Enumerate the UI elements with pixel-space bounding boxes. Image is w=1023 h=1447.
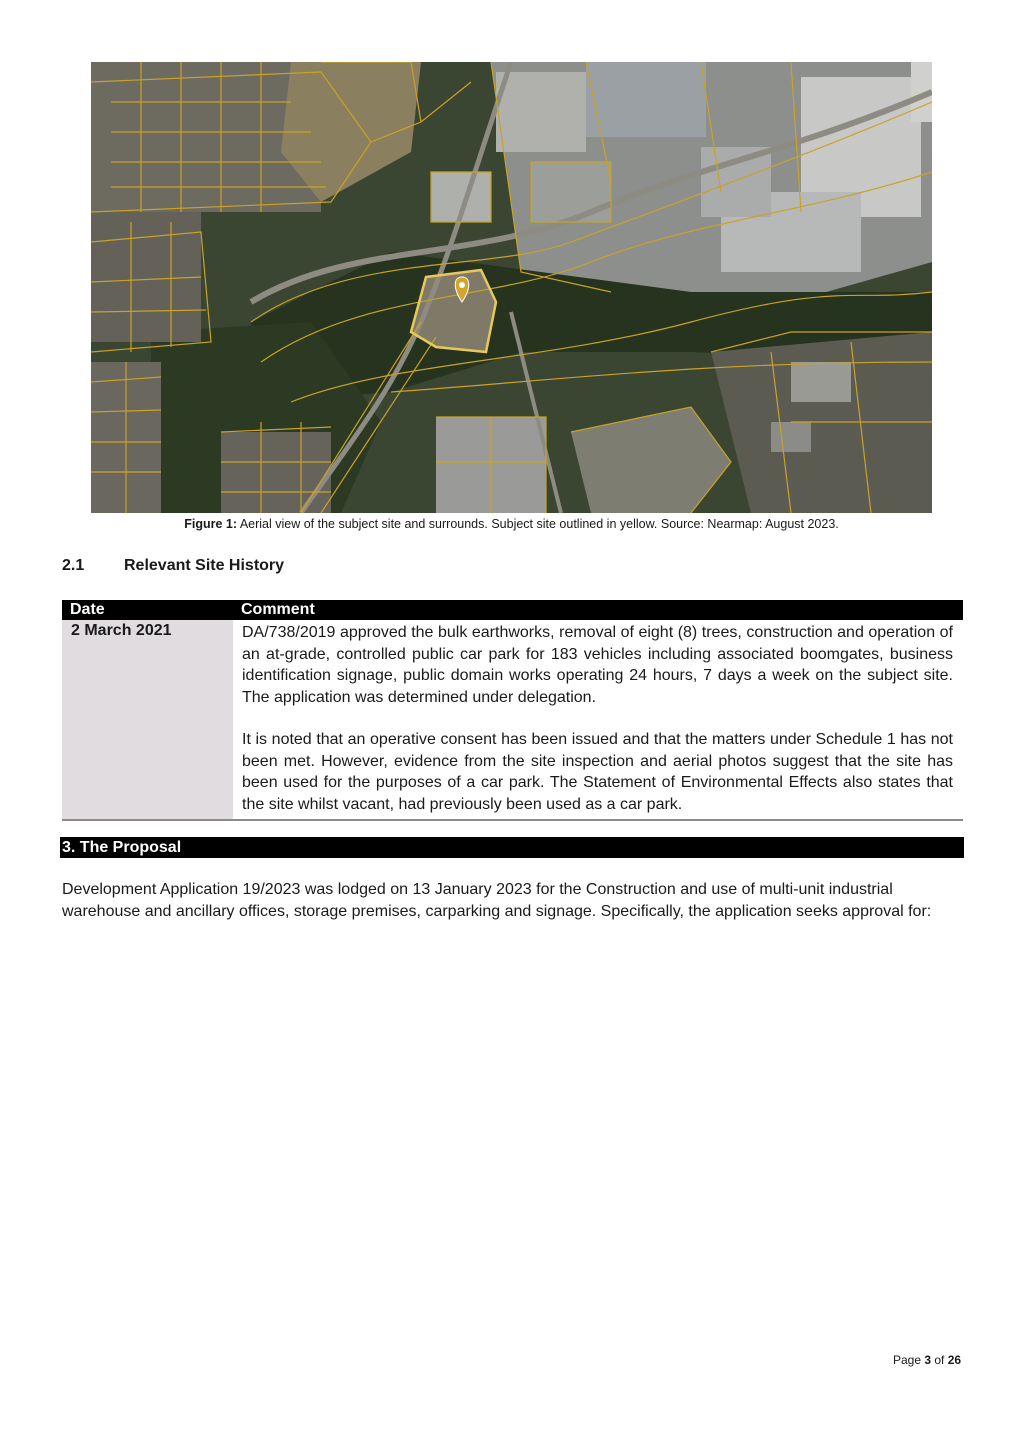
aerial-photo (91, 62, 932, 513)
page-total: 26 (947, 1353, 962, 1367)
date-column-header: Date (62, 600, 233, 620)
section-title: Relevant Site History (124, 557, 285, 574)
comment-paragraph: DA/738/2019 approved the bulk earthworks, removal of eight (8) trees, construction and operation of an at-grade, controlled public car park for 183 vehicles including associated boomgates, business identification signage, public domain works operating 24 hours, 7 days a week on the subject site. The application was determined under delegation. (242, 624, 953, 706)
table-row (62, 620, 963, 820)
page-current: 3 (924, 1353, 932, 1367)
site-history-table (62, 600, 963, 821)
date-cell: 2 March 2021 (62, 620, 233, 820)
proposal-paragraph: Development Application 19/2023 was lodged on 13 January 2023 for the Construction and use of multi-unit industrial warehouse and ancillary offices, storage premises, carparking and signage. Specifically, the application seeks approval for: (62, 881, 932, 920)
figure-label: Figure 1: (184, 517, 238, 531)
page-number (893, 1352, 961, 1368)
comment-cell (233, 620, 963, 820)
section-number: 2.1 (62, 557, 85, 574)
figure-caption (91, 516, 932, 532)
page-middle: of (931, 1353, 948, 1367)
figure-caption-text: Aerial view of the subject site and surrounds. Subject site outlined in yellow. Source: Nearmap: August 2023. (237, 517, 839, 531)
comment-column-header: Comment (233, 600, 963, 620)
page-prefix: Page (893, 1353, 925, 1367)
table-header-row (62, 600, 963, 620)
comment-paragraph: It is noted that an operative consent has been issued and that the matters under Schedule 1 has not been met. However, evidence from the site inspection and aerial photos suggest that the site has been used for the purposes of a car park. The Statement of Environmental Effects also states that the site whilst vacant, had previously been used as a car park. (242, 731, 953, 813)
proposal-heading: 3. The Proposal (60, 837, 964, 858)
section-heading-site-history (62, 556, 284, 576)
